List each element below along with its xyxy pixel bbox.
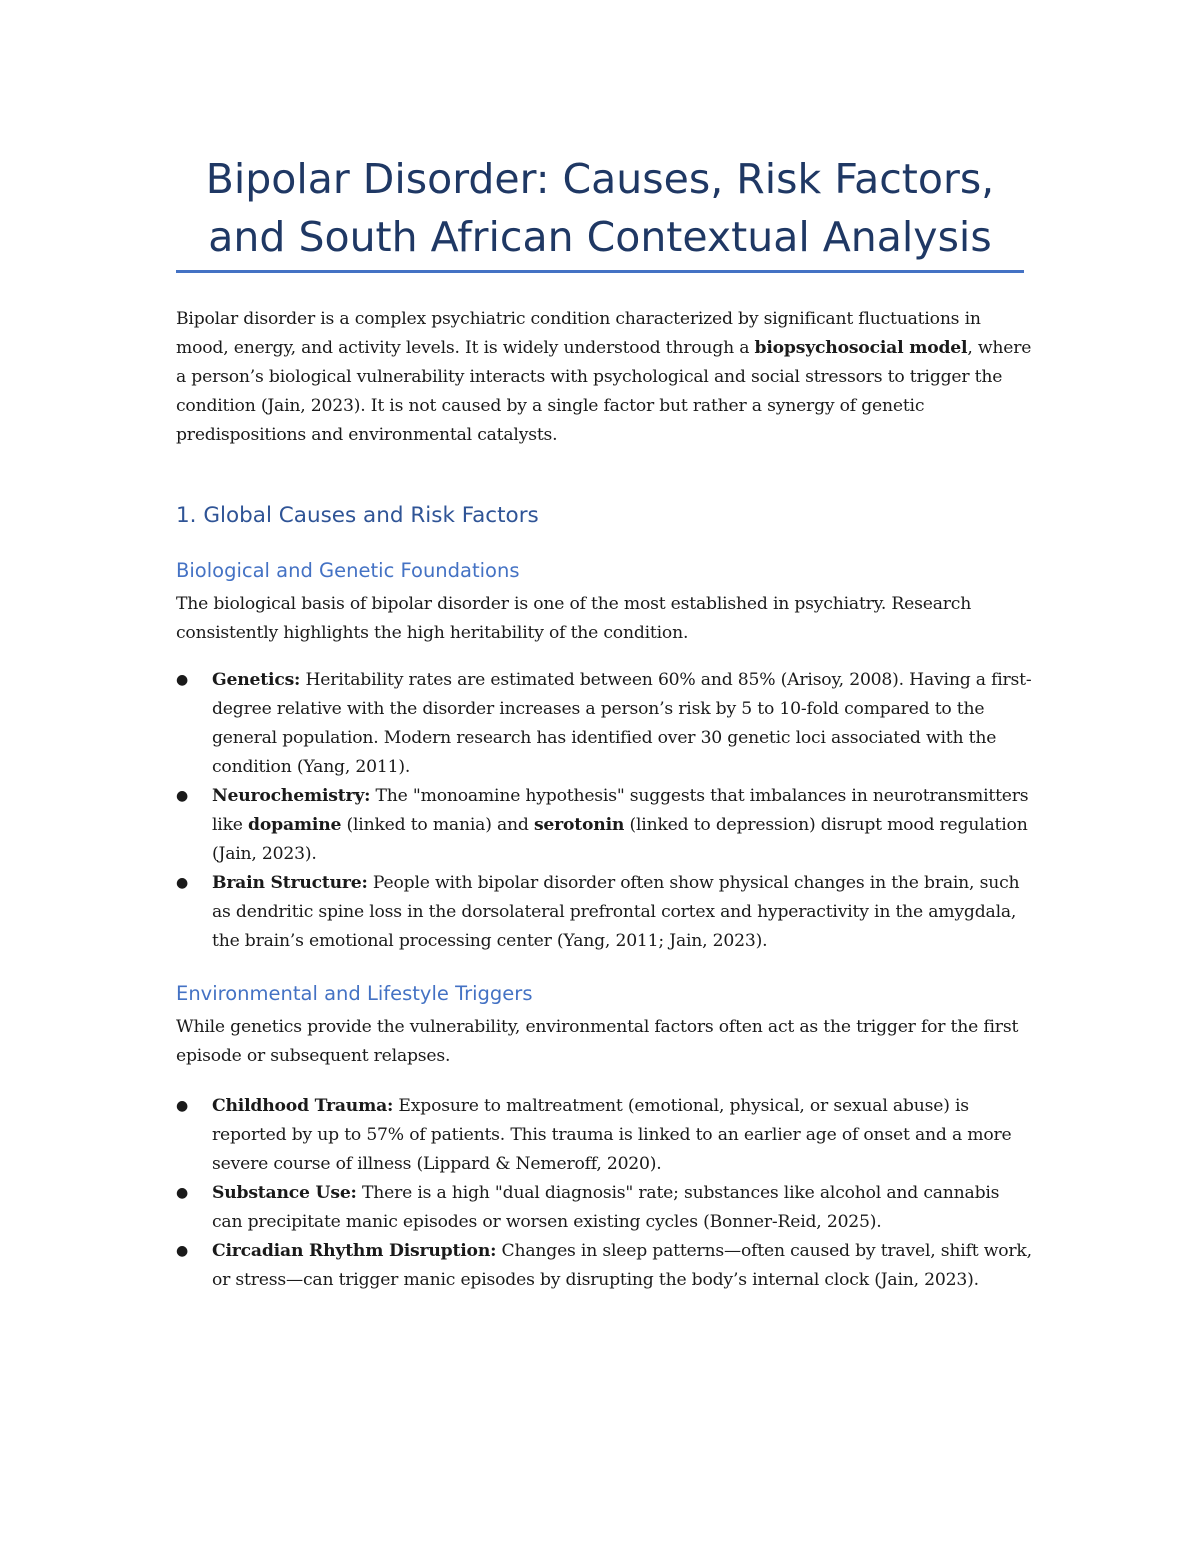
bullet-text: Exposure to maltreatment (emotional, physical, or sexual abuse) is reported by up to 57% of patients. This trauma is linked to an earlier age of onset and a more severe course of illness (Lippard & Nemeroff, 2020).	[212, 1096, 1012, 1174]
title-underline	[176, 270, 1024, 273]
bullet-label: Substance Use:	[212, 1183, 357, 1203]
intro-bold-term: biopsychosocial model	[754, 338, 968, 358]
bullet-icon: ●	[176, 788, 189, 804]
section-heading-global-causes: 1. Global Causes and Risk Factors	[176, 503, 539, 528]
bullet-icon: ●	[176, 672, 189, 688]
bullet-text: Heritability rates are estimated between 60% and 85% (Arisoy, 2008). Having a first-degree relative with the disorder increases a person’s risk by 5 to 10-fold compared to the general population. Modern research has identified over 30 genetic loci associated with the condition (Yang, 2011).	[212, 670, 1032, 777]
bullet-icon: ●	[176, 1098, 189, 1114]
bullet-bold-term: dopamine	[248, 815, 342, 835]
document-title	[176, 150, 1024, 266]
bullet-bold-term: serotonin	[533, 815, 625, 835]
bullet-icon: ●	[176, 875, 189, 891]
bullet-text: (linked to depression) disrupt mood regulation (Jain, 2023).	[212, 815, 1028, 864]
bullet-icon: ●	[176, 1185, 189, 1201]
bullet-label: Genetics:	[212, 670, 301, 690]
subsection-heading-environmental: Environmental and Lifestyle Triggers	[176, 982, 533, 1005]
list-item	[176, 1179, 1034, 1237]
list-item	[176, 666, 1034, 782]
biological-bullet-list	[176, 666, 1034, 956]
bullet-text: The "monoamine hypothesis" suggests that imbalances in neurotransmitters like	[212, 786, 1029, 835]
list-item	[176, 1092, 1034, 1179]
list-item	[176, 869, 1034, 956]
bullet-label: Childhood Trauma:	[212, 1096, 394, 1116]
bullet-icon: ●	[176, 1243, 189, 1259]
list-item	[176, 1237, 1034, 1295]
bullet-label: Brain Structure:	[212, 873, 368, 893]
bullet-label: Circadian Rhythm Disruption:	[212, 1241, 497, 1261]
bullet-label: Neurochemistry:	[212, 786, 371, 806]
title-line-2: and South African Contextual Analysis	[208, 213, 992, 261]
intro-text-1: Bipolar disorder is a complex psychiatric condition characterized by significant fluctuations in mood, energy, and activity levels. It is widely understood through a	[176, 309, 981, 358]
environmental-paragraph: While genetics provide the vulnerability, environmental factors often act as the trigger for the first episode or subsequent relapses.	[176, 1017, 1019, 1066]
bullet-text: People with bipolar disorder often show physical changes in the brain, such as dendritic spine loss in the dorsolateral prefrontal cortex and hyperactivity in the amygdala, the brain’s emotional processing center (Yang, 2011; Jain, 2023).	[212, 873, 1020, 951]
list-item	[176, 782, 1034, 869]
bullet-text: (linked to mania) and	[341, 815, 534, 835]
bullet-text: Changes in sleep patterns—often caused by travel, shift work, or stress—can trigger manic episodes by disrupting the body’s internal clock (Jain, 2023).	[212, 1241, 1032, 1290]
intro-text-2: , where a person’s biological vulnerability interacts with psychological and social stressors to trigger the condition (Jain, 2023). It is not caused by a single factor but rather a synergy of genetic predispositions and environmental catalysts.	[176, 338, 1032, 445]
bullet-text: There is a high "dual diagnosis" rate; substances like alcohol and cannabis can precipitate manic episodes or worsen existing cycles (Bonner-Reid, 2025).	[212, 1183, 1000, 1232]
intro-paragraph	[176, 305, 1034, 450]
biological-paragraph: The biological basis of bipolar disorder is one of the most established in psychiatry. Research consistently highlights the high heritability of the condition.	[176, 594, 972, 643]
subsection-heading-biological: Biological and Genetic Foundations	[176, 559, 520, 582]
title-line-1: Bipolar Disorder: Causes, Risk Factors,	[205, 155, 995, 203]
environmental-bullet-list	[176, 1092, 1034, 1295]
